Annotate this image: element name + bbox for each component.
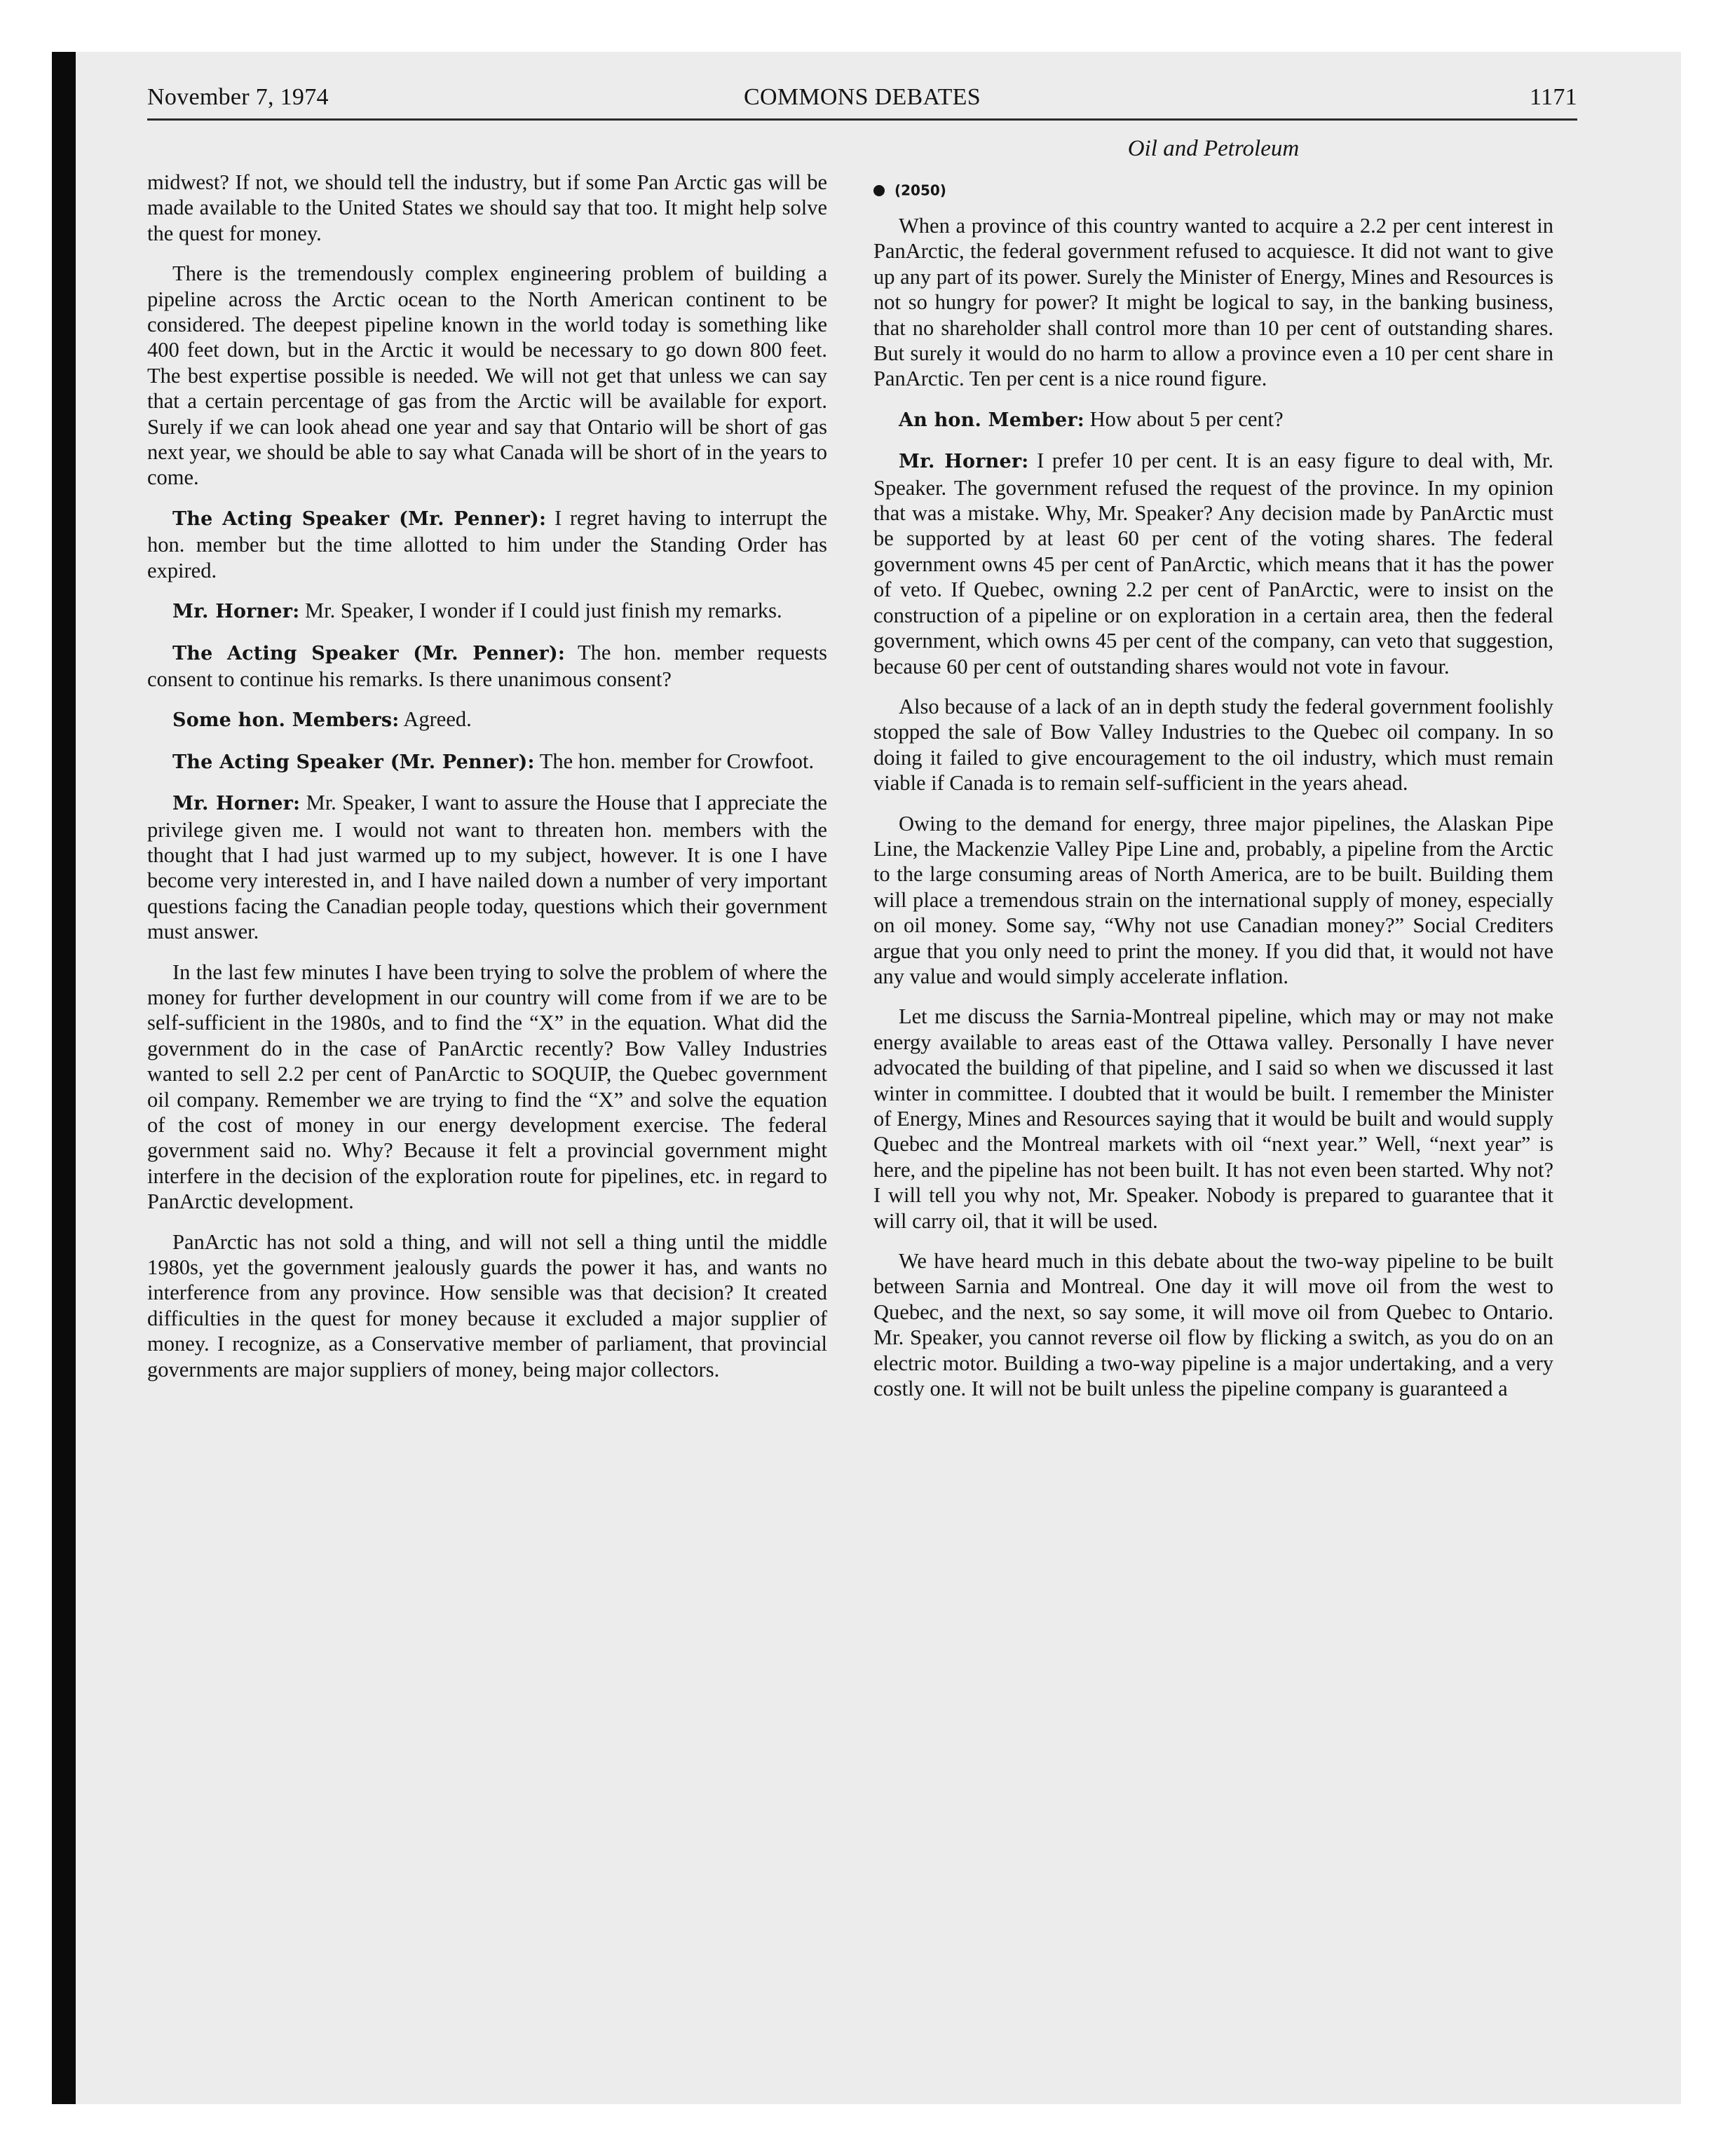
speech-paragraph [147, 598, 827, 625]
speaker-name: The Acting Speaker (Mr. Penner): [172, 751, 535, 773]
paragraph [873, 694, 1553, 796]
paragraph-text: PanArctic has not sold a thing, and will not sell a thing until the middle 1980s, yet the government jealously guards the power it has, and wants no interference from any province. How sensible was that decision? It created difficulties in the quest for money because it excluded a major supplier of money. I recognize, as a Conservative member of parliament, that provincial governments are major suppliers of money, being major collectors. [147, 1229, 827, 1381]
speaker-name: Mr. Horner: [172, 601, 300, 623]
header-date: November 7, 1974 [147, 84, 329, 110]
speech-paragraph [873, 407, 1553, 433]
paragraph-text: midwest? If not, we should tell the industry, but if some Pan Arctic gas will be made available to the United States we should say that too. It might help solve the quest for money. [147, 170, 827, 245]
paragraph-text: When a province of this country wanted to acquire a 2.2 per cent interest in PanArctic, the federal government refused to acquiesce. It did not want to give up any part of its power. Surely the Minister of Energy, Mines and Resources is not so hungry for power? It might be logical to say, in the banking business, that no shareholder shall control more than 10 per cent of outstanding shares. But surely it would do no harm to allow a province even a 10 per cent share in PanArctic. Ten per cent is a nice round figure. [873, 214, 1553, 391]
bullet-icon [873, 185, 885, 196]
header-rule [147, 118, 1577, 121]
time-marker [873, 175, 1553, 203]
section-title: Oil and Petroleum [1127, 136, 1300, 161]
speech-paragraph [147, 505, 827, 583]
right-column [873, 135, 1553, 1416]
time-marker-label: (2050) [894, 182, 946, 199]
speech-paragraph [147, 640, 827, 692]
speech-paragraph [147, 749, 827, 775]
left-column [147, 170, 827, 1397]
paragraph-text: The hon. member requests consent to continue his remarks. Is there unanimous consent? [147, 640, 827, 691]
speaker-name: An hon. Member: [899, 409, 1084, 431]
paragraph [873, 213, 1553, 392]
speaker-name: Some hon. Members: [172, 709, 400, 732]
page-header [147, 84, 1577, 123]
paragraph-text: Also because of a lack of an in depth study the federal government foolishly stopped the sale of Bow Valley Industries to the Quebec oil company. In so doing it failed to give encouragement to the oil industry, which must remain viable if Canada is to remain self-sufficient in the years ahead. [873, 694, 1553, 796]
speech-paragraph [147, 707, 827, 733]
paragraph [147, 960, 827, 1215]
speaker-name: The Acting Speaker (Mr. Penner): [172, 507, 547, 530]
speaker-name: Mr. Horner: [172, 793, 301, 815]
paragraph-text: We have heard much in this debate about the two-way pipeline to be built between Sarnia and Montreal. One day it will move oil from the west to Quebec, and the next, so say some, it will move oil from Quebec to Ontario. Mr. Speaker, you cannot reverse oil flow by flicking a switch, as you do on an electric motor. Building a two-way pipeline is a major undertaking, and a very costly one. It will not be built unless the pipeline company is guaranteed a [873, 1249, 1553, 1401]
paragraph [873, 811, 1553, 990]
paragraph [873, 1004, 1553, 1234]
paragraph-text: Agreed. [403, 707, 472, 732]
paragraph-text: In the last few minutes I have been trying to solve the problem of where the money for further development in our country will come from if we are to be self-sufficient in the 1980s, and to find the “X” in the equation. What did the government do in the case of PanArctic recently? Bow Valley Industries wanted to sell 2.2 per cent of PanArctic to SOQUIP, the Quebec government oil company. Remember we are trying to find the “X” and solve the equation of the cost of money in our energy development exercise. The federal government said no. Why? Because it felt a provincial government might interfere in the decision of the exploration route for pipelines, etc. in regard to PanArctic development. [147, 960, 827, 1214]
header-publication-title: COMMONS DEBATES [744, 84, 981, 110]
paragraph-text: How about 5 per cent? [1089, 407, 1284, 431]
header-page-number: 1171 [1530, 84, 1577, 110]
paragraph-text: Mr. Speaker, I want to assure the House that I appreciate the privilege given me. I would not want to threaten hon. members with the thought that I had just warmed up to my subject, however. It is one I have become very interested in, and I have nailed down a number of very important questions facing the Canadian people today, questions which their government must answer. [147, 791, 827, 944]
paragraph-text: The hon. member for Crowfoot. [539, 749, 815, 773]
paragraph [147, 261, 827, 491]
speaker-name: Mr. Horner: [899, 451, 1029, 473]
paragraph-text: I regret having to interrupt the hon. member but the time allotted to him under the Standing Order has expired. [147, 505, 827, 582]
speaker-name: The Acting Speaker (Mr. Penner): [172, 642, 566, 664]
paragraph-text: Let me discuss the Sarnia-Montreal pipeline, which may or may not make energy available to areas east of the Ottawa valley. Personally I have never advocated the building of that pipeline, and I said so when we discussed it last winter in committee. I doubted that it would be built. I remember the Minister of Energy, Mines and Resources saying that it would be built and would supply Quebec and the Montreal markets with oil “next year.” Well, “next year” is here, and the pipeline has not been built. It has not even been started. Why not? I will tell you why not, Mr. Speaker. Nobody is prepared to guarantee that it will carry oil, that it will be used. [873, 1004, 1553, 1233]
paragraph-text: I prefer 10 per cent. It is an easy figure to deal with, Mr. Speaker. The government refused the request of the province. In my opinion that was a mistake. Why, Mr. Speaker? Any decision made by PanArctic must be supported by at least 60 per cent of the voting shares. The federal government owns 45 per cent of PanArctic, which means that it has the power of veto. If Quebec, owning 2.2 per cent of PanArctic, were to insist on the construction of a pipeline or on exploration in a certain area, then the federal government, which owns 45 per cent of the company, can veto that suggestion, because 60 per cent of outstanding shares would not vote in favour. [873, 449, 1553, 678]
paragraph-text: Owing to the demand for energy, three major pipelines, the Alaskan Pipe Line, the Mackenzie Valley Pipe Line and, probably, a pipeline from the Arctic to the large consuming areas of North America, are to be built. Building them will place a tremendous strain on the international supply of money, especially on oil money. Some say, “Why not use Canadian money?” Social Crediters argue that you only need to print the money. If you did that, it would not have any value and would simply accelerate inflation. [873, 811, 1553, 988]
speech-paragraph [873, 448, 1553, 679]
paragraph-text: There is the tremendously complex engineering problem of building a pipeline across the Arctic ocean to the North American continent to be considered. The deepest pipeline known in the world today is something like 400 feet down, but in the Arctic it would be necessary to go down 800 feet. The best expertise possible is needed. We will not get that unless we can say that a certain percentage of gas from the Arctic will be available for export. Surely if we can look ahead one year and say that Ontario will be short of gas next year, we should be able to say what Canada will be short of in the years to come. [147, 261, 827, 490]
speech-paragraph [147, 790, 827, 944]
paragraph [147, 1229, 827, 1382]
paragraph [147, 170, 827, 246]
paragraph-text: Mr. Speaker, I wonder if I could just finish my remarks. [305, 599, 782, 623]
scan-border-edge [52, 52, 76, 2104]
paragraph [873, 1248, 1553, 1401]
